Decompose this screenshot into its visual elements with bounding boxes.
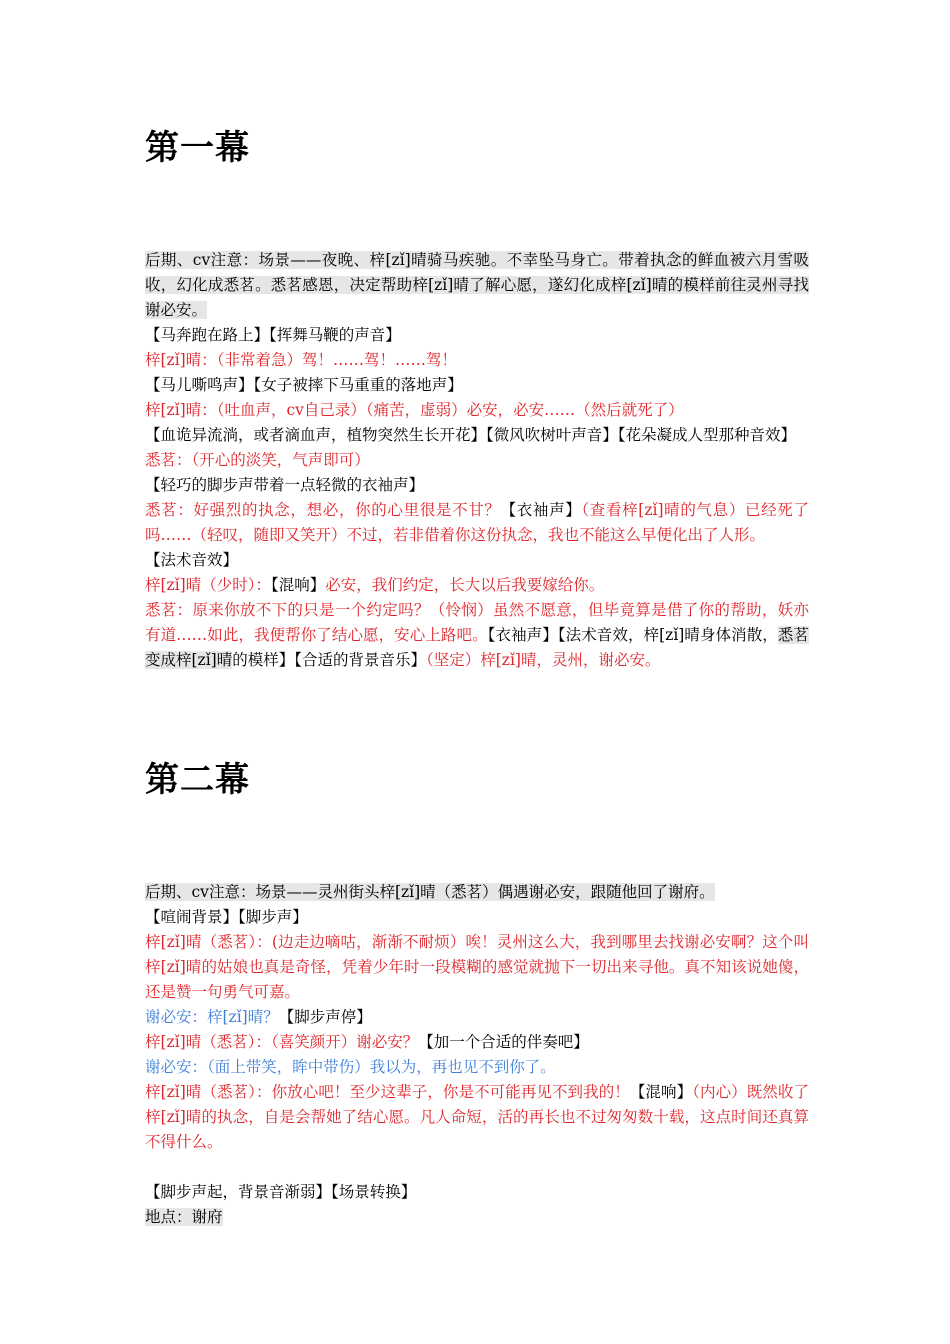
act2-line-4b: 【加一个合适的伴奏吧】 xyxy=(418,1033,589,1051)
act2-line-5: 谢必安：（面上带笑，眸中带伤）我以为，再也见不到你了。 xyxy=(145,1058,556,1076)
act1-line-8 xyxy=(145,498,809,548)
act1-line-8a: 悉茗：好强烈的执念，想必，你的心里很是不甘？ xyxy=(145,501,501,519)
act2-line-2: 梓[zǐ]晴（悉茗）：(边走边嘀咕，渐渐不耐烦）唉！灵州这么大，我到哪里去找谢必安啊？这个叫梓[zǐ]晴的姑娘也真是奇怪，凭着少年时一段模糊的感觉就抛下一切出来寻他。真不知该说她傻，还是赞一句勇气可嘉。 xyxy=(145,933,809,1001)
act2-line-7: 【脚步声起，背景音渐弱】【场景转换】 xyxy=(145,1183,417,1201)
act1-line-3: 【马儿嘶鸣声】【女子被摔下马重重的落地声】 xyxy=(145,376,463,394)
act1-note: 后期、cv注意：场景——夜晚、梓[zǐ]晴骑马疾驰。不幸坠马身亡。带着执念的鲜血被六月雪吸收，幻化成悉茗。悉茗感恩，决定帮助梓[zǐ]晴了解心愿，遂幻化成梓[zǐ]晴的模样前往灵州寻找谢必安。 xyxy=(145,251,809,319)
act2-line-3 xyxy=(145,1005,809,1030)
act1-line-11d: 的模样】【合适的背景音乐】 xyxy=(232,651,426,669)
act1-line-7: 【轻巧的脚步声带着一点轻微的衣袖声】 xyxy=(145,476,425,494)
blank-line xyxy=(145,1155,809,1180)
act2-line-1: 【喧闹背景】【脚步声】 xyxy=(145,908,308,926)
act1-line-8c: （查看梓[zǐ]晴的气息）已经死了吗……（轻叹，随即又笑开）不过，若非借着你这份执念，我也不能这么早便化出了人形。 xyxy=(145,501,809,544)
act2-line-6a: 梓[zǐ]晴（悉茗）：你放心吧！至少这辈子，你是不可能再见不到我的！ xyxy=(145,1083,630,1101)
act1-body xyxy=(145,248,809,673)
act1-line-11e: （坚定）梓[zǐ]晴，灵州，谢必安。 xyxy=(425,651,661,669)
act2-line-6 xyxy=(145,1080,809,1155)
act1-line-11 xyxy=(145,598,809,673)
act2-body xyxy=(145,880,809,1230)
act1-line-8b: 【衣袖声】 xyxy=(500,501,582,519)
act1-line-10c: 必安，我们约定，长大以后我要嫁给你。 xyxy=(325,576,605,594)
act2-note: 后期、cv注意：场景——灵州街头梓[zǐ]晴（悉茗）偶遇谢必安，跟随他回了谢府。 xyxy=(145,883,715,901)
act1-line-5: 【血诡异流淌，或者滴血声，植物突然生长开花】【微风吹树叶声音】【花朵凝成人型那种音效】 xyxy=(145,426,797,444)
act1-line-2: 梓[zǐ]晴：（非常着急）驾！……驾！……驾！ xyxy=(145,351,457,369)
act2-line-6c: （内心）既然收了梓[zǐ]晴的执念，自是会帮她了结心愿。凡人命短，活的再长也不过匆匆数十载，这点时间还真算不得什么。 xyxy=(145,1083,809,1151)
act2-line-4 xyxy=(145,1030,809,1055)
act1-line-10b: 【混响】 xyxy=(270,576,326,594)
act1-line-10 xyxy=(145,573,809,598)
act1-line-11b: 【衣袖声】【法术音效，梓[zǐ]晴身体消散， xyxy=(487,626,778,644)
act2-line-8: 地点：谢府 xyxy=(145,1208,223,1226)
act2-line-4a: 梓[zǐ]晴（悉茗）：（喜笑颜开）谢必安？ xyxy=(145,1033,419,1051)
act1-line-11a: 悉茗：原来你放不下的只是一个约定吗？（怜悯）虽然不愿意，但毕竟算是借了你的帮助，妖亦有道……如此，我便帮你了结心愿，安心上路吧。 xyxy=(145,601,809,644)
act1-line-1: 【马奔跑在路上】【挥舞马鞭的声音】 xyxy=(145,326,401,344)
act1-line-11c: 悉茗变成梓[zǐ]晴 xyxy=(145,626,809,669)
act2-line-6b: 【混响】 xyxy=(629,1083,693,1101)
act1-title: 第一幕 xyxy=(145,128,250,168)
act2-title: 第二幕 xyxy=(145,760,250,800)
act1-line-6: 悉茗：（开心的淡笑，气声即可） xyxy=(145,451,370,469)
act1-line-9: 【法术音效】 xyxy=(145,551,239,569)
act1-line-10a: 梓[zǐ]晴（少时）： xyxy=(145,576,271,594)
act2-line-3b: 【脚步声停】 xyxy=(278,1008,372,1026)
act2-line-3a: 谢必安：梓[zǐ]晴？ xyxy=(145,1008,279,1026)
act1-line-4: 梓[zǐ]晴：（吐血声，cv自己录）（痛苦，虚弱）必安，必安……（然后就死了） xyxy=(145,401,684,419)
